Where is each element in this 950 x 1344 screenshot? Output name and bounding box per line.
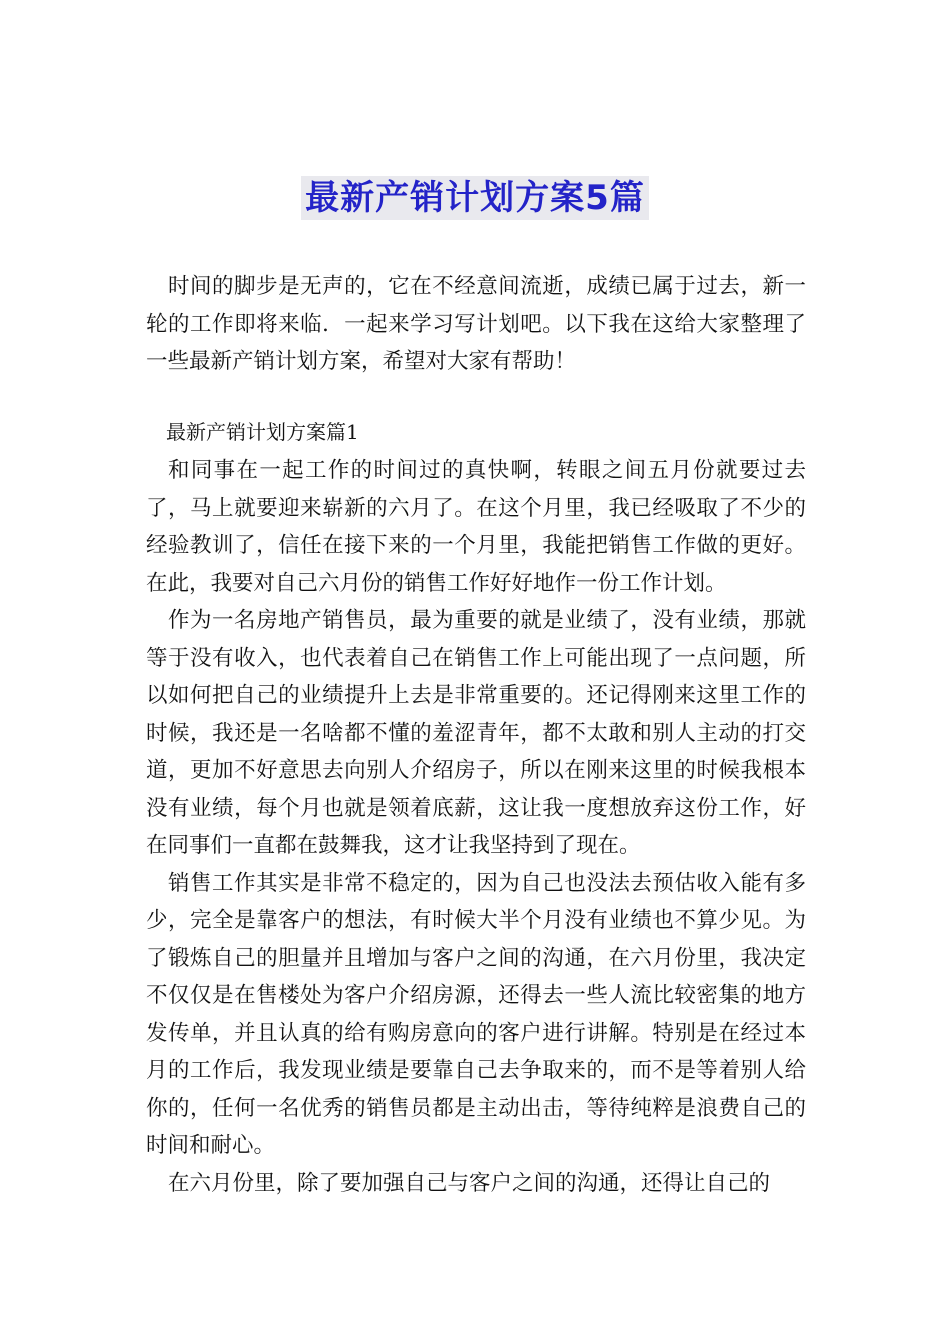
paragraph-4: 在六月份里，除了要加强自己与客户之间的沟通，还得让自己的 (168, 1170, 771, 1196)
section-title: 最新产销计划方案篇1 (166, 420, 359, 444)
paragraph-2: 作为一名房地产销售员，最为重要的就是业绩了，没有业绩，那就等于没有收入，也代表着自己在销售工作上可能出现了一点问题，所以如何把自己的业绩提升上去是非常重要的。还记得刚来这里工作的时候，我还是一名啥都不懂的羞涩青年，都不太敢和别人主动的打交道，更加不好意思去向别人介绍房子，所以在刚来这里的时候我根本没有业绩，每个月也就是领着底薪，这让我一度想放弃这份工作，好在同事们一直都在鼓舞我，这才让我坚持到了现在。 (146, 608, 806, 858)
paragraph-3: 销售工作其实是非常不稳定的，因为自己也没法去预估收入能有多少，完全是靠客户的想法，有时候大半个月没有业绩也不算少见。为了锻炼自己的胆量并且增加与客户之间的沟通，在六月份里，我决定不仅仅是在售楼处为客户介绍房源，还得去一些人流比较密集的地方发传单，并且认真的给有购房意向的客户进行讲解。特别是在经过本月的工作后，我发现业绩是要靠自己去争取来的，而不是等着别人给你的，任何一名优秀的销售员都是主动出击，等待纯粹是浪费自己的时间和耐心。 (146, 870, 806, 1158)
title-container (0, 176, 950, 220)
intro-text: 时间的脚步是无声的，它在不经意间流逝，成绩已属于过去，新一轮的工作即将来临．一起来学习写计划吧。以下我在这给大家整理了一些最新产销计划方案，希望对大家有帮助！ (146, 274, 806, 374)
paragraph-1: 和同事在一起工作的时间过的真快啊，转眼之间五月份就要过去了，马上就要迎来崭新的六月了。在这个月里，我已经吸取了不少的经验教训了，信任在接下来的一个月里，我能把销售工作做的更好。在此，我要对自己六月份的销售工作好好地作一份工作计划。 (146, 458, 806, 596)
document-title: 最新产销计划方案5篇 (301, 176, 649, 220)
intro-paragraph (146, 268, 806, 381)
section-content (146, 452, 806, 1202)
